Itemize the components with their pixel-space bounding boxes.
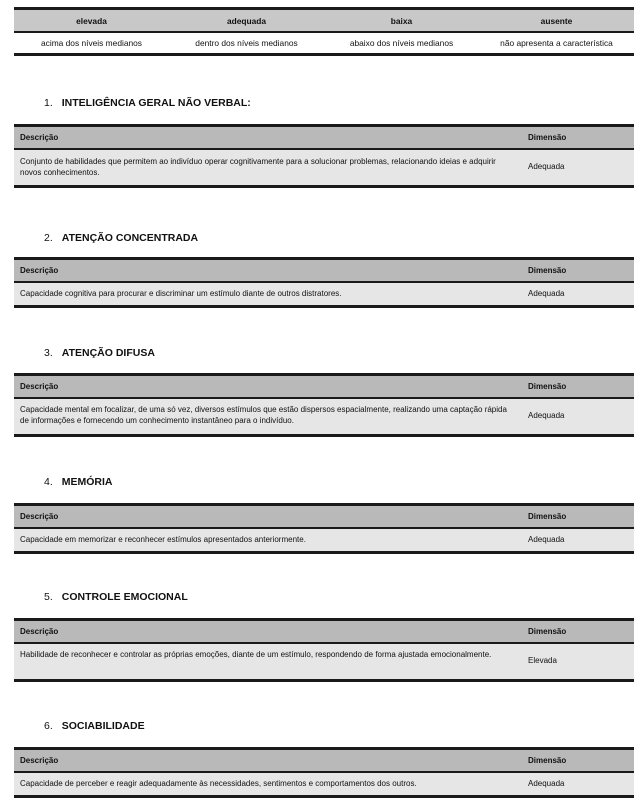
section-heading: INTELIGÊNCIA GERAL NÃO VERBAL: — [61, 97, 251, 109]
legend-header-row — [14, 9, 634, 33]
header-descricao: Descrição — [20, 133, 59, 142]
section-table-header — [14, 747, 634, 773]
section-title — [44, 232, 198, 244]
section-table-row — [14, 399, 634, 437]
section-table-header — [14, 618, 634, 644]
header-dimensao: Dimensão — [528, 756, 567, 765]
section-table — [14, 618, 634, 682]
section-title — [44, 591, 188, 603]
section-table-header — [14, 503, 634, 529]
section-title — [44, 347, 155, 359]
section-table-row — [14, 529, 634, 554]
section-table-header — [14, 257, 634, 283]
section-heading: MEMÓRIA — [61, 476, 113, 488]
section-table-header — [14, 124, 634, 150]
header-descricao: Descrição — [20, 266, 59, 275]
legend-desc-elevada: acima dos níveis medianos — [14, 32, 169, 55]
header-dimensao: Dimensão — [528, 266, 567, 275]
row-dimension: Adequada — [528, 411, 565, 420]
legend-desc-adequada: dentro dos níveis medianos — [169, 32, 324, 55]
section-table-row — [14, 283, 634, 308]
row-description: Capacidade mental em focalizar, de uma só vez, diversos estímulos que estão dispersos espacialmente, realizando uma captação rápida de informações e fornecendo um conhecimento instantâneo para o indivíduo. — [20, 405, 507, 425]
header-dimensao: Dimensão — [528, 512, 567, 521]
section-title — [44, 97, 251, 109]
legend-header-adequada: adequada — [169, 9, 324, 33]
header-dimensao: Dimensão — [528, 627, 567, 636]
section-table-row — [14, 150, 634, 188]
section-number: 3. — [44, 347, 53, 359]
section-heading: ATENÇÃO CONCENTRADA — [61, 232, 199, 244]
legend-desc-ausente: não apresenta a característica — [479, 32, 634, 55]
section-heading: CONTROLE EMOCIONAL — [61, 591, 188, 603]
section-number: 1. — [44, 97, 53, 109]
header-descricao: Descrição — [20, 756, 59, 765]
legend-header-ausente: ausente — [479, 9, 634, 33]
section-table-header — [14, 373, 634, 399]
header-descricao: Descrição — [20, 627, 59, 636]
legend-description-row — [14, 32, 634, 55]
row-description: Capacidade de perceber e reagir adequadamente às necessidades, sentimentos e comportamentos dos outros. — [20, 779, 417, 788]
section-table-row — [14, 773, 634, 798]
legend-header-elevada: elevada — [14, 9, 169, 33]
section-number: 6. — [44, 720, 53, 732]
row-dimension: Adequada — [528, 535, 565, 544]
section-title — [44, 476, 113, 488]
section-table-row — [14, 644, 634, 682]
report-page — [14, 7, 634, 788]
dimension-legend-table — [14, 7, 634, 56]
section-heading: ATENÇÃO DIFUSA — [61, 347, 155, 359]
section-number: 2. — [44, 232, 53, 244]
section-table — [14, 124, 634, 188]
section-table — [14, 373, 634, 437]
header-descricao: Descrição — [20, 512, 59, 521]
row-description: Capacidade em memorizar e reconhecer estímulos apresentados anteriormente. — [20, 535, 306, 544]
row-description: Capacidade cognitiva para procurar e discriminar um estímulo diante de outros distratores. — [20, 289, 342, 298]
header-dimensao: Dimensão — [528, 382, 567, 391]
section-number: 5. — [44, 591, 53, 603]
row-dimension: Elevada — [528, 656, 557, 665]
legend-desc-baixa: abaixo dos níveis medianos — [324, 32, 479, 55]
header-descricao: Descrição — [20, 382, 59, 391]
section-number: 4. — [44, 476, 53, 488]
section-heading: SOCIABILIDADE — [61, 720, 145, 732]
section-table — [14, 747, 634, 798]
section-title — [44, 720, 145, 732]
legend-header-baixa: baixa — [324, 9, 479, 33]
row-description: Habilidade de reconhecer e controlar as próprias emoções, diante de um estímulo, respondendo de forma ajustada emocionalmente. — [20, 650, 492, 659]
row-dimension: Adequada — [528, 779, 565, 788]
header-dimensao: Dimensão — [528, 133, 567, 142]
row-description: Conjunto de habilidades que permitem ao indivíduo operar cognitivamente para a solucionar problemas, relacionando ideias e adquirir novos conhecimentos. — [20, 157, 496, 177]
row-dimension: Adequada — [528, 162, 565, 171]
row-dimension: Adequada — [528, 289, 565, 298]
section-table — [14, 503, 634, 554]
section-table — [14, 257, 634, 308]
